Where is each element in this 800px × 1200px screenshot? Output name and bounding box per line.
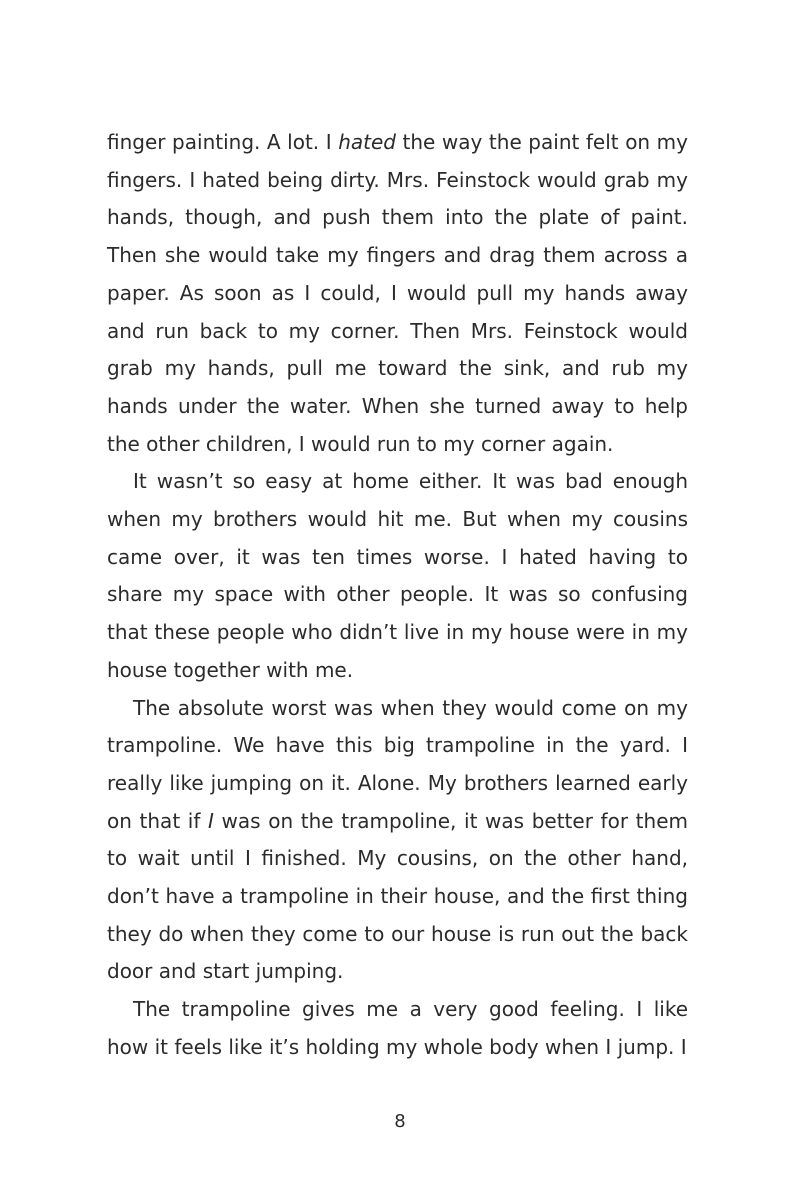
paragraph-1-start: finger painting. A lot. I — [107, 130, 339, 154]
emphasis-i: I — [208, 808, 214, 833]
paragraph-2: It wasn’t so easy at home either. It was bad enough when my brothers would hit me. But when my cousins came over, it was ten times worse. I hated having to share my space with other people. It was so confusing that these people who didn’t live in my house were in my house together with me. — [107, 469, 688, 682]
paragraph-4: The trampoline gives me a very good feeling. I like how it feels like it’s holding my whole body when I jump. I — [107, 997, 688, 1059]
paragraph-3-rest: was on the trampoline, it was better for them to wait until I finished. My cousins, on the other hand, don’t have a trampoline in their house, and the first thing they do when they come to our house is run out the back door and start jumping. — [107, 808, 688, 984]
page-body — [107, 124, 688, 1067]
paragraph-1 — [107, 124, 688, 463]
paragraph-1-rest: the way the paint felt on my fingers. I hated being dirty. Mrs. Feinstock would grab my hands, though, and push them into the plate of paint. Then she would take my fingers and drag them across a paper. As soon as I could, I would pull my hands away and run back to my corner. Then Mrs. Feinstock would grab my hands, pull me toward the sink, and rub my hands under the water. When she turned away to help the other children, I would run to my corner again. — [107, 130, 688, 456]
emphasis-hated: hated — [338, 130, 396, 154]
page-number: 8 — [394, 1111, 406, 1132]
paragraph-3-start: The absolute worst was when they would come on my trampoline. We have this big trampoline in the yard. I really like jumping on it. Alone. My brothers learned early on that if — [107, 695, 688, 833]
paragraph-3 — [107, 690, 688, 992]
